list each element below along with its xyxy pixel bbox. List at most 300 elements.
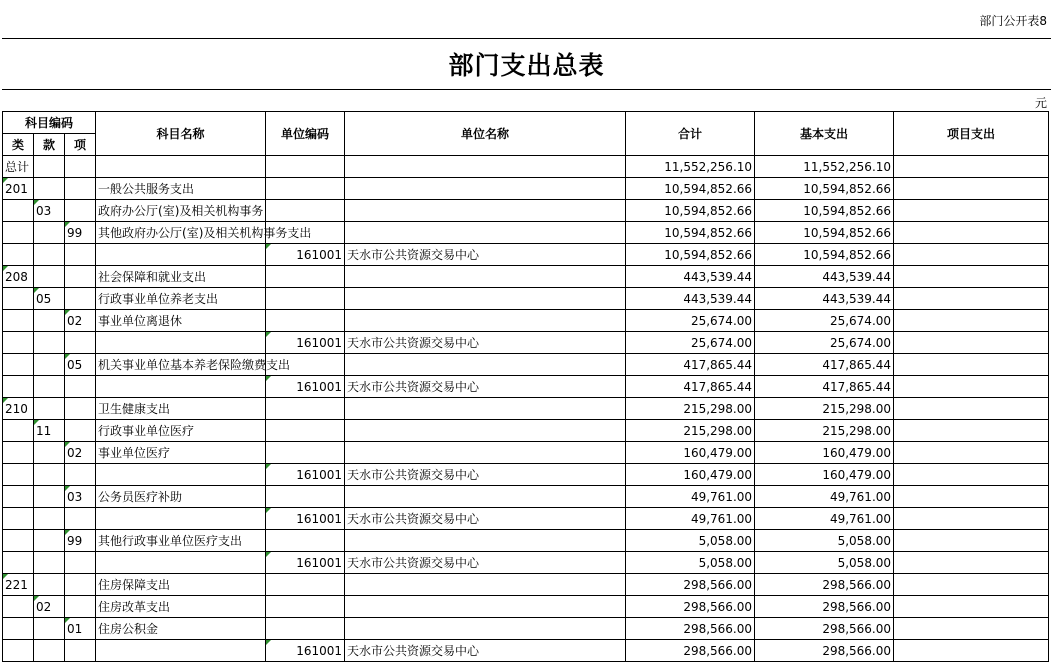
cell-xiang-text	[67, 246, 93, 264]
cell-xiang-text	[67, 268, 93, 286]
cell-basic-text: 298,566.00	[822, 621, 892, 636]
cell-kuan[interactable]	[34, 420, 65, 442]
header-subject-name[interactable]: 科目名称	[96, 112, 266, 156]
cell-xiang[interactable]	[65, 464, 96, 486]
cell-unit-name[interactable]	[345, 398, 626, 420]
cell-total[interactable]	[626, 244, 755, 266]
cell-lei[interactable]	[3, 420, 34, 442]
cell-subject-name[interactable]	[96, 530, 266, 552]
cell-subject-name[interactable]	[96, 354, 291, 376]
cell-basic[interactable]	[755, 464, 894, 486]
cell-unit-code[interactable]	[266, 310, 345, 332]
cell-unit-name[interactable]	[345, 464, 626, 486]
cell-basic[interactable]	[755, 618, 894, 640]
cell-lei[interactable]	[3, 398, 34, 420]
cell-unit-name-text	[347, 158, 623, 176]
cell-total-text: 417,865.44	[683, 357, 753, 372]
cell-project[interactable]	[894, 596, 1049, 618]
cell-unit-name[interactable]	[345, 288, 626, 310]
cell-total-text: 298,566.00	[683, 643, 753, 658]
cell-subject-name-text	[98, 554, 263, 572]
cell-kuan[interactable]	[34, 464, 65, 486]
cell-xiang[interactable]	[65, 508, 96, 530]
cell-lei[interactable]	[3, 508, 34, 530]
cell-basic[interactable]	[755, 640, 894, 662]
cell-lei[interactable]	[3, 288, 34, 310]
cell-project[interactable]	[894, 464, 1049, 486]
cell-project-text	[896, 334, 1046, 352]
cell-total[interactable]	[626, 200, 755, 222]
cell-project-text	[896, 158, 1046, 176]
cell-unit-name[interactable]	[345, 530, 626, 552]
cell-total[interactable]	[626, 156, 755, 178]
cell-basic[interactable]	[755, 486, 894, 508]
cell-unit-code[interactable]	[266, 420, 345, 442]
cell-lei[interactable]	[3, 442, 34, 464]
cell-subject-name[interactable]	[96, 574, 266, 596]
cell-unit-name[interactable]	[345, 244, 626, 266]
cell-xiang-text: 03	[67, 489, 83, 504]
cell-unit-name[interactable]	[345, 640, 626, 662]
cell-kuan[interactable]	[34, 200, 65, 222]
cell-kuan[interactable]	[34, 156, 65, 178]
cell-xiang[interactable]	[65, 222, 96, 244]
cell-subject-name[interactable]	[96, 552, 266, 574]
cell-unit-code[interactable]	[266, 266, 345, 288]
cell-basic-text: 443,539.44	[822, 269, 892, 284]
cell-unit-name-text	[347, 290, 623, 308]
cell-total[interactable]	[626, 618, 755, 640]
cell-basic[interactable]	[755, 266, 894, 288]
cell-total[interactable]	[626, 332, 755, 354]
cell-total-text: 443,539.44	[683, 291, 753, 306]
cell-total[interactable]	[626, 398, 755, 420]
cell-kuan[interactable]	[34, 376, 65, 398]
cell-total[interactable]	[626, 508, 755, 530]
cell-unit-name[interactable]	[345, 310, 626, 332]
cell-kuan[interactable]	[34, 354, 65, 376]
cell-total[interactable]	[626, 310, 755, 332]
cell-unit-name[interactable]	[345, 222, 626, 244]
cell-subject-name[interactable]	[96, 640, 266, 662]
cell-lei[interactable]	[3, 574, 34, 596]
cell-xiang[interactable]	[65, 596, 96, 618]
cell-unit-code-text: 161001	[296, 335, 343, 350]
cell-project[interactable]	[894, 574, 1049, 596]
cell-project[interactable]	[894, 376, 1049, 398]
cell-unit-name[interactable]	[345, 552, 626, 574]
cell-xiang[interactable]	[65, 354, 96, 376]
cell-subject-name[interactable]	[96, 464, 266, 486]
cell-total[interactable]	[626, 420, 755, 442]
cell-lei[interactable]	[3, 266, 34, 288]
cell-project-text	[896, 510, 1046, 528]
cell-basic[interactable]	[755, 552, 894, 574]
cell-unit-code[interactable]	[266, 376, 345, 398]
cell-basic[interactable]	[755, 156, 894, 178]
cell-basic[interactable]	[755, 244, 894, 266]
cell-subject-name[interactable]	[96, 442, 266, 464]
cell-unit-name[interactable]	[345, 618, 626, 640]
cell-basic[interactable]	[755, 420, 894, 442]
cell-subject-name-text	[98, 466, 263, 484]
cell-lei[interactable]	[3, 244, 34, 266]
cell-kuan-text	[36, 576, 62, 594]
cell-xiang-text	[67, 180, 93, 198]
cell-lei[interactable]	[3, 596, 34, 618]
cell-xiang[interactable]	[65, 310, 96, 332]
cell-basic[interactable]	[755, 574, 894, 596]
cell-lei-text	[5, 444, 31, 462]
cell-unit-code[interactable]	[266, 618, 345, 640]
cell-kuan-text	[36, 554, 62, 572]
cell-project-text	[896, 554, 1046, 572]
cell-unit-name-text	[347, 400, 623, 418]
cell-project-text	[896, 246, 1046, 264]
cell-xiang[interactable]	[65, 574, 96, 596]
cell-kuan[interactable]	[34, 596, 65, 618]
cell-project-text	[896, 290, 1046, 308]
cell-unit-name-text: 天水市公共资源交易中心	[347, 335, 480, 350]
cell-basic-text: 417,865.44	[822, 379, 892, 394]
cell-xiang[interactable]	[65, 530, 96, 552]
cell-unit-name[interactable]	[345, 596, 626, 618]
cell-xiang[interactable]	[65, 640, 96, 662]
cell-project-text	[896, 400, 1046, 418]
cell-lei[interactable]	[3, 464, 34, 486]
cell-kuan[interactable]	[34, 222, 65, 244]
cell-lei[interactable]	[3, 618, 34, 640]
table-row	[3, 574, 1049, 596]
cell-unit-name[interactable]	[345, 354, 626, 376]
cell-unit-name[interactable]	[345, 266, 626, 288]
cell-project[interactable]	[894, 222, 1049, 244]
cell-project-text	[896, 202, 1046, 220]
cell-total-text: 10,594,852.66	[664, 181, 753, 196]
cell-total-text: 215,298.00	[683, 423, 753, 438]
header-basic[interactable]: 基本支出	[755, 112, 894, 156]
cell-xiang[interactable]	[65, 420, 96, 442]
cell-unit-code[interactable]	[266, 244, 345, 266]
cell-total-text: 160,479.00	[683, 467, 753, 482]
cell-total[interactable]	[626, 376, 755, 398]
cell-xiang[interactable]	[65, 332, 96, 354]
header-project[interactable]: 项目支出	[894, 112, 1049, 156]
cell-unit-code[interactable]	[266, 398, 345, 420]
cell-basic[interactable]	[755, 332, 894, 354]
cell-lei[interactable]	[3, 310, 34, 332]
cell-total[interactable]	[626, 464, 755, 486]
cell-project[interactable]	[894, 640, 1049, 662]
cell-basic[interactable]	[755, 200, 894, 222]
cell-unit-name[interactable]	[345, 574, 626, 596]
cell-subject-name[interactable]	[96, 222, 312, 244]
cell-kuan-text	[36, 466, 62, 484]
cell-project[interactable]	[894, 354, 1049, 376]
cell-basic[interactable]	[755, 398, 894, 420]
cell-unit-name-text: 天水市公共资源交易中心	[347, 379, 480, 394]
cell-lei[interactable]	[3, 332, 34, 354]
cell-project[interactable]	[894, 156, 1049, 178]
cell-subject-name[interactable]	[96, 398, 266, 420]
cell-kuan[interactable]	[34, 552, 65, 574]
cell-xiang[interactable]	[65, 486, 96, 508]
cell-unit-code[interactable]	[266, 508, 345, 530]
cell-subject-name[interactable]	[96, 596, 266, 618]
cell-subject-name[interactable]	[96, 156, 266, 178]
cell-unit-code[interactable]	[266, 156, 345, 178]
cell-basic-text: 298,566.00	[822, 643, 892, 658]
cell-project[interactable]	[894, 530, 1049, 552]
cell-kuan-text	[36, 444, 62, 462]
cell-unit-name[interactable]	[345, 200, 626, 222]
cell-kuan[interactable]	[34, 618, 65, 640]
header-xiang[interactable]: 项	[65, 134, 96, 156]
cell-basic[interactable]	[755, 442, 894, 464]
cell-total-text: 443,539.44	[683, 269, 753, 284]
cell-kuan-text	[36, 312, 62, 330]
cell-unit-code[interactable]	[266, 486, 345, 508]
cell-subject-name-text: 卫生健康支出	[98, 401, 171, 416]
cell-project[interactable]	[894, 486, 1049, 508]
cell-subject-name-text	[98, 642, 263, 660]
cell-total[interactable]	[626, 574, 755, 596]
cell-xiang[interactable]	[65, 376, 96, 398]
cell-lei[interactable]	[3, 222, 34, 244]
cell-total[interactable]	[626, 552, 755, 574]
header-kuan[interactable]: 款	[34, 134, 65, 156]
cell-kuan[interactable]	[34, 310, 65, 332]
cell-kuan[interactable]	[34, 574, 65, 596]
cell-kuan[interactable]	[34, 442, 65, 464]
cell-lei-text	[5, 510, 31, 528]
cell-unit-name[interactable]	[345, 486, 626, 508]
cell-unit-name-text	[347, 488, 623, 506]
cell-unit-code[interactable]	[266, 640, 345, 662]
cell-unit-name[interactable]	[345, 156, 626, 178]
cell-xiang[interactable]	[65, 618, 96, 640]
cell-unit-code[interactable]	[266, 332, 345, 354]
cell-basic-text: 215,298.00	[822, 423, 892, 438]
cell-subject-name[interactable]	[96, 310, 266, 332]
cell-project[interactable]	[894, 310, 1049, 332]
cell-unit-code[interactable]	[266, 530, 345, 552]
cell-project-text	[896, 378, 1046, 396]
cell-project[interactable]	[894, 508, 1049, 530]
cell-subject-name[interactable]	[96, 200, 266, 222]
cell-total[interactable]	[626, 288, 755, 310]
cell-lei[interactable]	[3, 640, 34, 662]
cell-unit-code-text	[268, 422, 342, 440]
cell-xiang[interactable]	[65, 398, 96, 420]
cell-project-text	[896, 356, 1046, 374]
cell-project[interactable]	[894, 244, 1049, 266]
cell-kuan[interactable]	[34, 288, 65, 310]
header-total[interactable]: 合计	[626, 112, 755, 156]
cell-kuan-text	[36, 180, 62, 198]
cell-subject-name[interactable]	[96, 244, 266, 266]
cell-project[interactable]	[894, 442, 1049, 464]
cell-unit-name[interactable]	[345, 420, 626, 442]
cell-xiang[interactable]	[65, 442, 96, 464]
cell-subject-name-text: 社会保障和就业支出	[98, 269, 207, 284]
cell-kuan-text	[36, 158, 62, 176]
cell-basic[interactable]	[755, 596, 894, 618]
cell-subject-name[interactable]	[96, 266, 266, 288]
header-unit-name[interactable]: 单位名称	[345, 112, 626, 156]
cell-kuan[interactable]	[34, 508, 65, 530]
cell-kuan[interactable]	[34, 640, 65, 662]
cell-total[interactable]	[626, 266, 755, 288]
cell-basic[interactable]	[755, 508, 894, 530]
cell-subject-name-text: 住房改革支出	[98, 599, 171, 614]
cell-total[interactable]	[626, 178, 755, 200]
cell-basic[interactable]	[755, 530, 894, 552]
cell-project[interactable]	[894, 552, 1049, 574]
cell-unit-code[interactable]	[266, 552, 345, 574]
cell-unit-name-text	[347, 598, 623, 616]
cell-kuan[interactable]	[34, 332, 65, 354]
cell-xiang-text	[67, 158, 93, 176]
cell-lei[interactable]	[3, 486, 34, 508]
cell-total-text: 11,552,256.10	[664, 159, 753, 174]
cell-lei[interactable]	[3, 178, 34, 200]
header-unit-code[interactable]: 单位编码	[266, 112, 345, 156]
cell-subject-name[interactable]	[96, 288, 266, 310]
cell-unit-code[interactable]	[266, 200, 345, 222]
cell-unit-code[interactable]	[266, 288, 345, 310]
cell-subject-name-text	[98, 334, 263, 352]
cell-unit-code[interactable]	[266, 222, 345, 244]
cell-project[interactable]	[894, 200, 1049, 222]
cell-unit-code[interactable]	[266, 574, 345, 596]
cell-unit-code[interactable]	[266, 464, 345, 486]
cell-kuan-text	[36, 620, 62, 638]
cell-lei-text	[5, 466, 31, 484]
cell-project[interactable]	[894, 178, 1049, 200]
cell-kuan[interactable]	[34, 530, 65, 552]
cell-kuan[interactable]	[34, 178, 65, 200]
cell-basic[interactable]	[755, 310, 894, 332]
cell-total[interactable]	[626, 222, 755, 244]
cell-kuan[interactable]	[34, 398, 65, 420]
header-subject-code[interactable]: 科目编码	[3, 112, 96, 134]
cell-kuan-text: 11	[36, 423, 52, 438]
cell-kuan[interactable]	[34, 244, 65, 266]
cell-lei[interactable]	[3, 354, 34, 376]
cell-basic[interactable]	[755, 288, 894, 310]
cell-total[interactable]	[626, 596, 755, 618]
cell-unit-name[interactable]	[345, 178, 626, 200]
cell-xiang[interactable]	[65, 178, 96, 200]
cell-unit-code-text: 161001	[296, 379, 343, 394]
cell-lei-text	[5, 356, 31, 374]
cell-basic[interactable]	[755, 376, 894, 398]
cell-basic[interactable]	[755, 354, 894, 376]
cell-unit-name[interactable]	[345, 332, 626, 354]
cell-basic-text: 215,298.00	[822, 401, 892, 416]
cell-project[interactable]	[894, 332, 1049, 354]
cell-subject-name[interactable]	[96, 376, 266, 398]
cell-unit-code[interactable]	[266, 354, 345, 376]
cell-subject-name-text: 其他政府办公厅(室)及相关机构事务支出	[98, 225, 312, 240]
cell-subject-name[interactable]	[96, 178, 266, 200]
cell-xiang[interactable]	[65, 244, 96, 266]
cell-lei-text	[5, 312, 31, 330]
cell-lei-text: 208	[5, 269, 28, 284]
sheet-number: 部门公开表8	[979, 14, 1047, 28]
cell-unit-name[interactable]	[345, 508, 626, 530]
cell-kuan[interactable]	[34, 486, 65, 508]
cell-project[interactable]	[894, 288, 1049, 310]
cell-total[interactable]	[626, 354, 755, 376]
cell-lei[interactable]	[3, 376, 34, 398]
cell-basic-text: 160,479.00	[822, 445, 892, 460]
cell-unit-code-text	[268, 158, 342, 176]
cell-xiang[interactable]	[65, 200, 96, 222]
expenditure-table	[2, 111, 1049, 662]
cell-unit-name-text: 天水市公共资源交易中心	[347, 555, 480, 570]
cell-unit-code-text	[268, 312, 342, 330]
cell-unit-code[interactable]	[266, 442, 345, 464]
cell-lei[interactable]	[3, 552, 34, 574]
cell-xiang-text	[67, 642, 93, 660]
cell-total[interactable]	[626, 640, 755, 662]
cell-basic[interactable]	[755, 222, 894, 244]
cell-project[interactable]	[894, 618, 1049, 640]
cell-basic-text: 11,552,256.10	[803, 159, 892, 174]
cell-xiang[interactable]	[65, 266, 96, 288]
cell-xiang[interactable]	[65, 288, 96, 310]
cell-total[interactable]	[626, 486, 755, 508]
cell-kuan-text	[36, 642, 62, 660]
cell-project[interactable]	[894, 398, 1049, 420]
cell-unit-name-text: 天水市公共资源交易中心	[347, 467, 480, 482]
cell-unit-code-text	[268, 180, 342, 198]
header-lei[interactable]: 类	[3, 134, 34, 156]
cell-subject-name[interactable]	[96, 420, 266, 442]
page-title: 部门支出总表	[448, 51, 605, 80]
cell-unit-code-text: 161001	[296, 467, 343, 482]
cell-subject-name[interactable]	[96, 508, 266, 530]
cell-project[interactable]	[894, 420, 1049, 442]
cell-project-text	[896, 532, 1046, 550]
cell-subject-name-text: 机关事业单位基本养老保险缴费支出	[98, 357, 291, 372]
cell-lei[interactable]	[3, 156, 34, 178]
cell-kuan[interactable]	[34, 266, 65, 288]
cell-lei-text: 210	[5, 401, 28, 416]
cell-lei-text	[5, 224, 31, 242]
cell-subject-name[interactable]	[96, 486, 266, 508]
cell-kuan-text	[36, 510, 62, 528]
cell-total[interactable]	[626, 442, 755, 464]
cell-unit-name[interactable]	[345, 442, 626, 464]
cell-basic[interactable]	[755, 178, 894, 200]
cell-xiang-text: 05	[67, 357, 83, 372]
cell-project[interactable]	[894, 266, 1049, 288]
cell-subject-name[interactable]	[96, 332, 266, 354]
cell-xiang-text	[67, 554, 93, 572]
cell-unit-name[interactable]	[345, 376, 626, 398]
cell-xiang[interactable]	[65, 552, 96, 574]
cell-xiang[interactable]	[65, 156, 96, 178]
cell-total[interactable]	[626, 530, 755, 552]
cell-subject-name[interactable]	[96, 618, 266, 640]
cell-lei[interactable]	[3, 200, 34, 222]
cell-lei[interactable]	[3, 530, 34, 552]
cell-unit-code[interactable]	[266, 596, 345, 618]
cell-unit-code[interactable]	[266, 178, 345, 200]
